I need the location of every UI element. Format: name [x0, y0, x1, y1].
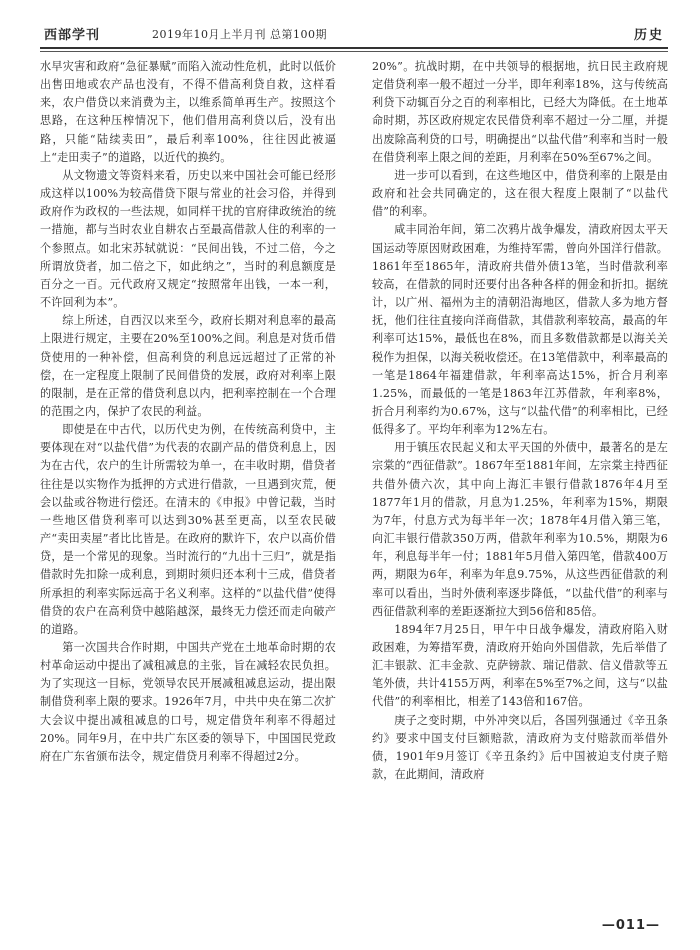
paragraph: 20%”。抗战时期，在中共领导的根据地，抗日民主政府规定借贷利率一般不超过一分半，即年利率18%，这与传统高利贷下动辄百分之百的利率相比，已经大为降低。在土地革命时期，苏区政府规定农民借贷利率不超过一分二厘，并提出废除高利贷的口号，明确提出“以盐代借”利率和当时一般在借贷利率上限之间的差距，月利率在50%至67%之间。: [372, 60, 668, 164]
right-column: [372, 58, 668, 784]
paragraph: 用于镇压农民起义和太平天国的外债中，最著名的是左宗棠的“西征借款”。1867年至1881年间，左宗棠主持西征共借外债六次，其中向上海汇丰银行借款1876年4月至1877年1月的借款，月息为1.25%，年利率为15%，期限为7年，付息方式为每半年一次；1878年4月借入第三笔，向汇丰银行借款350万两，借款年利率为10.5%，期限为6年，利息每半年一付；1881年5月借入第四笔，借款400万两，期限为6年，利率为年息9.75%，从这些西征借款的利率可以看出，当时外债利率逐步降低，“以盐代借”的利率与西征借款利率的差距逐渐拉大到56倍和85倍。: [372, 441, 668, 618]
paragraph: 进一步可以看到，在这些地区中，借贷利率的上限是由政府和社会共同确定的，这在很大程度上限制了“以盐代借”的利率。: [372, 168, 668, 219]
journal-title: 西部学刊: [44, 28, 101, 43]
page-number: —011—: [601, 918, 660, 933]
section-label: 历史: [633, 28, 664, 43]
paragraph: 即使是在中古代，以历代史为例，在传统高利贷中，主要体现在对“以盐代借”为代表的农副产品的借贷利息上，因为在古代，农户的生计所需较为单一，在丰收时期，借贷者往往是以实物作为抵押的方式进行借款，一旦遇到灾荒，便会以盐或谷物进行偿还。在清末的《申报》中曾记载，当时一些地区借贷利率可以达到30%甚至更高，以至农民破产“卖田卖屋”者比比皆是。在政府的默许下，农户以高价借贷，是一个常见的现象。当时流行的“九出十三归”，就是指借款时先扣除一成利息，到期时须归还本利十三成，借贷者所承担的利率实际远高于名义利率。这样的“以盐代借”使得借贷的农户在高利贷中越陷越深，最终无力偿还而走向破产的道路。: [40, 423, 336, 636]
paragraph: 水早灾害和政府“急征暴赋”而陷入流动性危机，此时以低价出售田地或农产品也没有，不得不借高利贷自救，这样看来，农户借贷以来消费为主，以维系简单再生产。按照这个思路，在这种压榨情况下，他们借用高利贷以后，没有出路，只能“陆续卖田”，最后利率100%，往往因此被逼上“走田卖子”的道路，以近代的换约。: [40, 60, 336, 164]
issue-info: 2019年10月上半月刊 总第100期: [152, 28, 327, 41]
paragraph: 庚子之变时期，中外冲突以后，各国列强通过《辛丑条约》要求中国支付巨额赔款，清政府为支付赔款而举借外债，1901年9月签订《辛丑条约》后中国被迫支付庚子赔款，在此期间，清政府: [372, 713, 668, 782]
paragraph: 咸丰同治年间，第二次鸦片战争爆发，清政府因太平天国运动等原因财政困难，为维持军需，曾向外国洋行借款。1861年至1865年，清政府共借外债13笔，当时借款利率较高，在借款的同时还要付出各种各样的佣金和折扣。据统计，以广州、福州为主的清朝沿海地区，借款人多为地方督抚，他们往往直接向洋商借款，其借款利率较高，最高的年利率可达15%，最低也在8%，而且多数借款都是以海关关税作为担保，以海关税收偿还。在13笔借款中，利率最高的一笔是1864年福建借款，年利率高达15%，折合月利率1.25%，而最低的一笔是1863年江苏借款，年利率8%，折合月利率约为0.67%，这与“以盐代借”的利率相比，已经低得多了。平均年利率为12%左右。: [372, 223, 668, 437]
header-rule: [40, 47, 668, 49]
paragraph: 1894年7月25日，甲午中日战争爆发，清政府陷入财政困难，为筹措军费，清政府开始向外国借款，先后举借了汇丰银款、汇丰金款、克萨镑款、瑞记借款、信义借款等五笔外债，共计4155万两，利率在5%至7%之间，这与“以盐代借”的利率相比，相差了143倍和167倍。: [372, 622, 668, 709]
page-header: [40, 22, 668, 46]
header-rule-thin: [40, 51, 668, 52]
paragraph: 综上所述，自西汉以来至今，政府长期对利息率的最高上限进行规定，主要在20%至100%之间。利息是对货币借贷使用的一种补偿，但高利贷的利息远远超过了正常的补偿，在一定程度上限制了民间借贷的发展，政府对利率上限的限制，是在正常的借贷利息以内，把利率控制在一个合理的范围之内，保护了农民的利益。: [40, 314, 336, 418]
paragraph: 从文物遗文等资料来看，历史以来中国社会可能已经形成这样以100%为较高借贷下限与常业的社会习俗，并得到政府作为政权的一些法规，如同样干扰的官府律政统治的统一措施，都与当时农业自耕农占至最高借款人住的利率的一个参照点。如北宋苏轼就说：“民间出钱，不过二倍，今之所谓放贷者，加二倍之下，如此纳之”，当时的利息额度是百分之一百。元代政府又规定“按照常年出钱，一本一利，不许回利为本”。: [40, 168, 336, 310]
left-column: [40, 58, 336, 766]
paragraph: 第一次国共合作时期，中国共产党在土地革命时期的农村革命运动中提出了减租减息的主张，旨在减轻农民负担。为了实现这一目标，党领导农民开展减租减息运动，提出限制借贷利率上限的要求。1926年7月，中共中央在第二次扩大会议中提出减租减息的口号，规定借贷年利率不得超过20%。同年9月，在中共广东区委的领导下，中国国民党政府在广东省颁布法令，规定借贷月利率不得超过2分。: [40, 641, 336, 763]
